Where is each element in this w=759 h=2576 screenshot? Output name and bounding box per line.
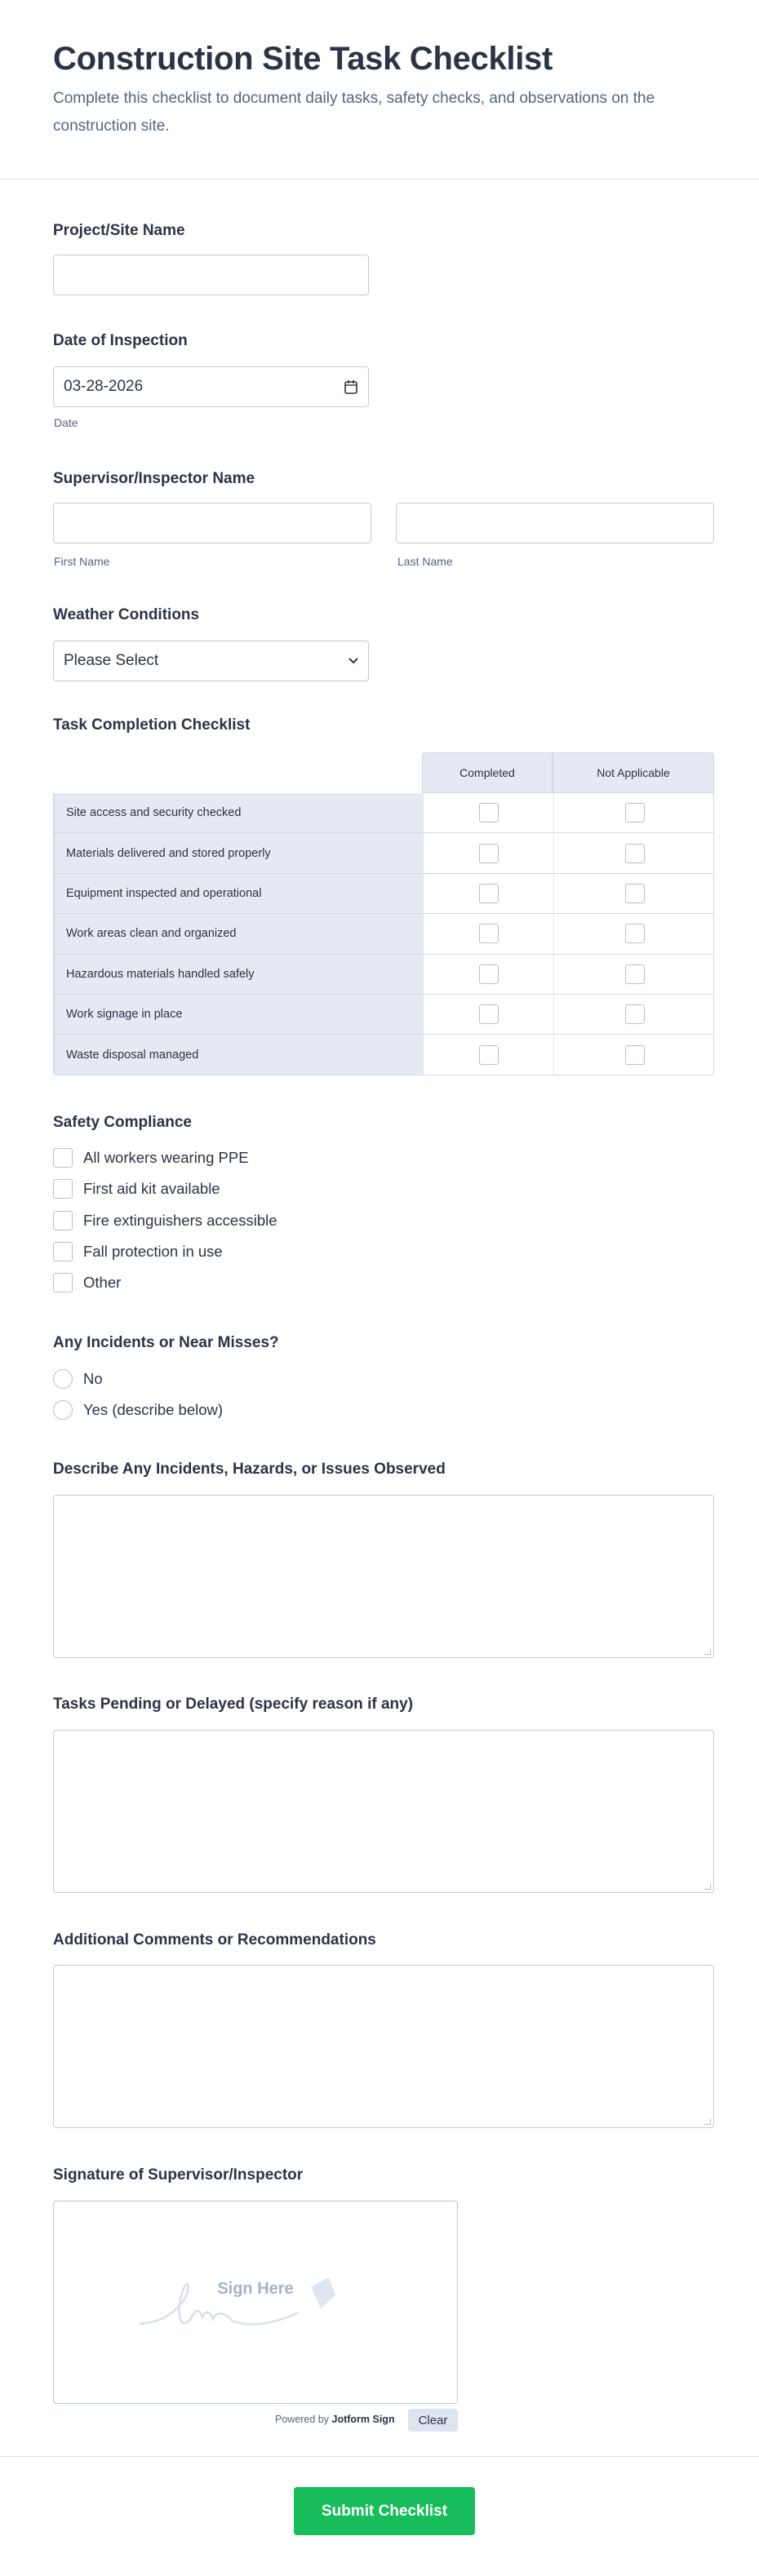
project-name-input[interactable] (53, 255, 369, 295)
powered-by-text: Powered by (275, 2414, 330, 2425)
not-applicable-checkbox[interactable] (625, 924, 645, 943)
first-name-input[interactable] (53, 503, 371, 543)
not-applicable-cell (553, 995, 714, 1034)
textarea-label: Describe Any Incidents, Hazards, or Issues Observed (53, 1461, 446, 1478)
radio[interactable] (53, 1400, 73, 1420)
comment-textarea[interactable] (53, 1730, 714, 1893)
completed-cell (423, 793, 553, 832)
option-label: Other (83, 1274, 122, 1292)
safety-option[interactable] (53, 1211, 277, 1230)
signature-label: Signature of Supervisor/Inspector (53, 2166, 304, 2184)
powered-by (275, 2414, 395, 2425)
matrix-row (54, 914, 714, 954)
not-applicable-cell (553, 833, 714, 872)
checkbox[interactable] (53, 1242, 73, 1261)
date-input[interactable] (53, 366, 369, 407)
checkbox[interactable] (53, 1148, 73, 1168)
checkbox[interactable] (53, 1273, 73, 1292)
incidents-label: Any Incidents or Near Misses? (53, 1334, 279, 1351)
column-header: Completed (422, 752, 553, 793)
matrix-row (54, 874, 714, 914)
incident-option[interactable] (53, 1369, 103, 1389)
chevron-down-icon (348, 658, 358, 664)
matrix-row-label: Hazardous materials handled safely (54, 955, 423, 994)
signature-pad[interactable] (53, 2201, 458, 2404)
completed-checkbox[interactable] (479, 1045, 499, 1065)
completed-cell (423, 833, 553, 872)
clear-signature-button[interactable]: Clear (408, 2409, 458, 2432)
completed-checkbox[interactable] (479, 924, 499, 943)
not-applicable-checkbox[interactable] (625, 1004, 645, 1024)
matrix-row (54, 1035, 714, 1075)
signature-placeholder-icon (135, 2267, 348, 2348)
radio[interactable] (53, 1369, 73, 1389)
matrix-row (54, 793, 714, 833)
safety-option[interactable] (53, 1273, 121, 1292)
resize-handle-icon[interactable] (704, 2118, 711, 2125)
completed-cell (423, 1035, 553, 1074)
date-label: Date of Inspection (53, 332, 188, 349)
not-applicable-cell (553, 874, 714, 913)
not-applicable-cell (553, 793, 714, 832)
completed-cell (423, 914, 553, 953)
comment-textarea[interactable] (53, 1965, 714, 2128)
last-name-sublabel: Last Name (397, 555, 453, 568)
textarea-label: Tasks Pending or Delayed (specify reason if any) (53, 1696, 414, 1713)
resize-handle-icon[interactable] (704, 1883, 711, 1890)
matrix-row-label: Equipment inspected and operational (54, 874, 423, 913)
option-label: No (83, 1370, 103, 1387)
not-applicable-cell (553, 955, 714, 994)
matrix-label: Task Completion Checklist (53, 716, 251, 734)
supervisor-label: Supervisor/Inspector Name (53, 470, 255, 487)
option-label: Fire extinguishers accessible (83, 1211, 277, 1229)
completed-checkbox[interactable] (479, 1004, 499, 1024)
option-label: Fall protection in use (83, 1242, 223, 1260)
completed-checkbox[interactable] (479, 964, 499, 984)
weather-select[interactable] (53, 641, 369, 681)
checkbox[interactable] (53, 1211, 73, 1230)
matrix-row-label: Work signage in place (54, 995, 423, 1034)
header-divider (0, 179, 759, 180)
last-name-input[interactable] (396, 503, 714, 543)
matrix-row-label: Materials delivered and stored properly (54, 833, 423, 872)
sign-here-placeholder: Sign Here (217, 2280, 294, 2298)
page-description: Complete this checklist to document daily tasks, safety checks, and observations on the construction site. (53, 90, 655, 135)
not-applicable-cell (553, 1035, 714, 1074)
resize-handle-icon[interactable] (704, 1648, 711, 1655)
matrix-row (54, 833, 714, 873)
matrix-row-label: Site access and security checked (54, 793, 423, 832)
option-label: Yes (describe below) (83, 1401, 224, 1419)
option-label: All workers wearing PPE (83, 1149, 249, 1166)
safety-option[interactable] (53, 1179, 220, 1199)
completed-cell (423, 955, 553, 994)
not-applicable-checkbox[interactable] (625, 1045, 645, 1065)
page-title: Construction Site Task Checklist (53, 41, 553, 77)
textarea-label: Additional Comments or Recommendations (53, 1931, 376, 1949)
date-value: 03-28-2026 (64, 378, 144, 395)
calendar-icon[interactable] (344, 379, 358, 395)
safety-option[interactable] (53, 1242, 223, 1261)
submit-button[interactable]: Submit Checklist (294, 2487, 475, 2535)
checkbox[interactable] (53, 1179, 73, 1199)
option-label: First aid kit available (83, 1180, 220, 1198)
not-applicable-checkbox[interactable] (625, 844, 645, 863)
completed-checkbox[interactable] (479, 803, 499, 822)
safety-label: Safety Compliance (53, 1114, 192, 1131)
comment-textarea[interactable] (53, 1495, 714, 1658)
incident-option[interactable] (53, 1400, 223, 1420)
completed-cell (423, 874, 553, 913)
matrix-row-label: Waste disposal managed (54, 1035, 423, 1074)
completed-cell (423, 995, 553, 1034)
weather-label: Weather Conditions (53, 606, 200, 623)
not-applicable-checkbox[interactable] (625, 803, 645, 822)
matrix-row (54, 955, 714, 995)
matrix-row (54, 995, 714, 1035)
date-sublabel: Date (54, 416, 78, 429)
completed-checkbox[interactable] (479, 884, 499, 903)
safety-option[interactable] (53, 1148, 249, 1168)
not-applicable-cell (553, 914, 714, 953)
not-applicable-checkbox[interactable] (625, 884, 645, 903)
project-label: Project/Site Name (53, 222, 185, 239)
footer-divider (0, 2456, 759, 2457)
not-applicable-checkbox[interactable] (625, 964, 645, 984)
weather-selected: Please Select (64, 652, 159, 669)
column-header: Not Applicable (553, 752, 714, 793)
matrix-row-label: Work areas clean and organized (54, 914, 423, 953)
first-name-sublabel: First Name (54, 555, 110, 568)
completed-checkbox[interactable] (479, 844, 499, 863)
jotform-sign-brand: Jotform Sign (331, 2414, 395, 2425)
